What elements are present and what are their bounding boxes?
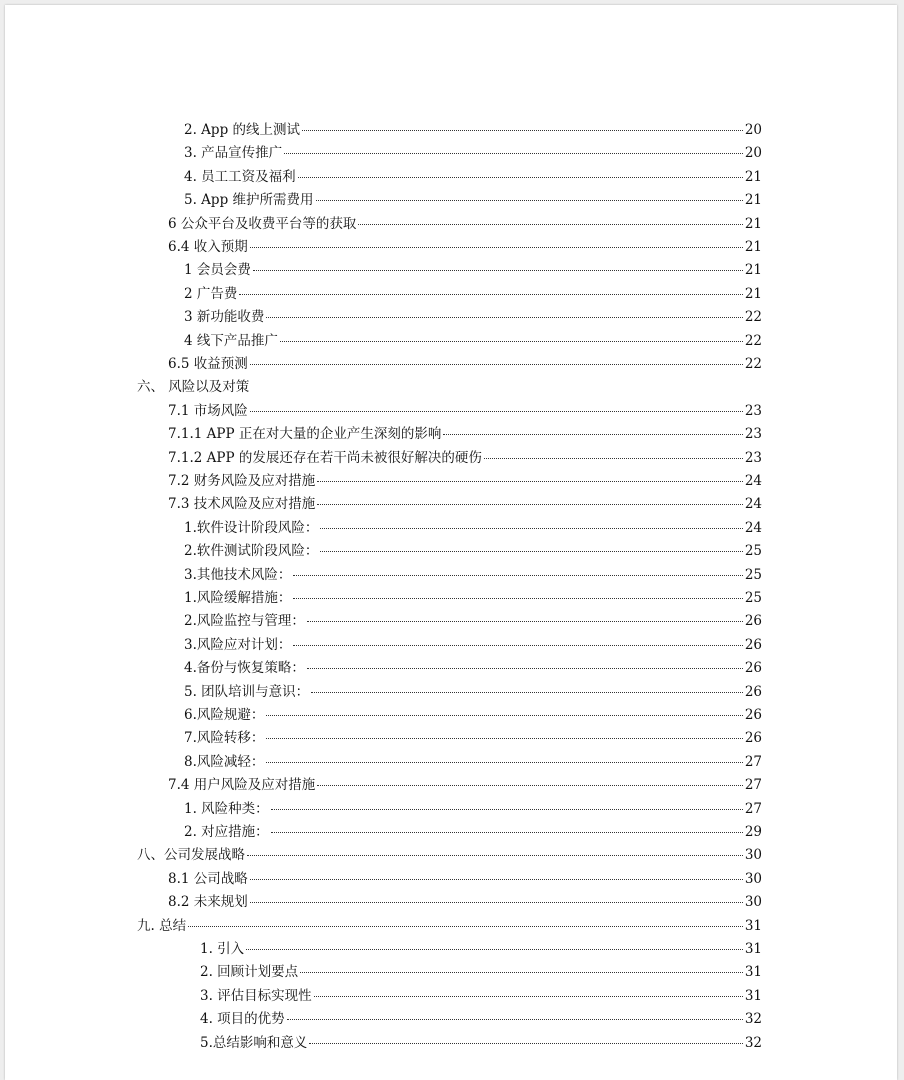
toc-entry-label: 8.2 未来规划 [168,894,248,911]
dot-leader [317,504,743,505]
toc-entry [168,493,762,516]
toc-entry-page: 21 [744,168,762,185]
toc-entry-page: 32 [744,1034,762,1051]
toc-entry-label: 5. App 维护所需费用 [184,192,314,209]
toc-entry-page: 27 [744,777,762,794]
toc-entry-label: 1.风险缓解措施： [184,590,292,606]
dot-leader [266,738,742,739]
toc-entry [168,891,762,914]
toc-entry-label: 6 公众平台及收费平台等的获取 [168,215,357,232]
toc-entry-label: 7.3 技术风险及应对措施 [168,496,316,513]
toc-entry [184,821,762,844]
toc-entry-page: 22 [744,309,762,326]
toc-entry [184,283,762,306]
toc-entry [184,657,762,680]
dot-leader [316,200,743,201]
toc-entry-page: 30 [744,894,762,911]
toc-entry [184,166,762,189]
document-page [5,5,897,1080]
toc-entry-page: 30 [744,870,762,887]
toc-entry-label: 2. 对应措施： [184,824,269,840]
toc-entry-page: 21 [744,262,762,279]
toc-entry-page: 21 [744,215,762,232]
toc-entry-label: 5.总结影响和意义 [200,1034,308,1051]
toc-entry [184,540,762,563]
toc-entry-page: 26 [744,683,762,700]
toc-entry-page: 23 [744,426,762,443]
toc-entry-label: 1 会员会费 [184,262,251,279]
toc-entry [168,236,762,259]
toc-entry-page: 31 [744,987,762,1004]
dot-leader [302,130,743,131]
toc-entry [168,400,762,423]
toc-entry [184,189,762,212]
toc-entry-page: 22 [744,356,762,372]
dot-leader [307,668,743,669]
toc-entry [200,938,762,961]
toc-entry-label: 6.风险规避： [184,707,265,723]
dot-leader [307,621,743,622]
toc-entry-label: 1. 风险种类： [184,800,269,817]
toc-entry-page: 21 [744,285,762,302]
dot-leader [266,317,742,318]
toc-entry-label: 8.风险减轻： [184,753,265,770]
toc-entry-label: 3. 评估目标实现性 [200,987,312,1004]
toc-entry-page: 23 [744,402,762,419]
toc-entry-label: 3.风险应对计划： [184,636,292,653]
toc-entry [184,306,762,329]
dot-leader [309,1043,742,1044]
toc-entry [168,423,762,446]
toc-entry [184,517,762,540]
dot-leader [293,598,742,599]
dot-leader [287,1019,743,1020]
toc-entry-label: 2 广告费 [184,285,238,302]
dot-leader [317,481,743,482]
toc-entry-label: 8.1 公司战略 [168,870,248,887]
dot-leader [246,949,743,950]
toc-entry-page: 26 [744,613,762,630]
toc-entry-label: 6.4 收入预期 [168,239,248,255]
toc-entry-page: 31 [744,941,762,957]
toc-entry-label: 3. 产品宣传推广 [184,145,283,162]
toc-entry [168,353,762,376]
toc-entry-page: 25 [744,543,762,560]
toc-entry [184,564,762,587]
toc-entry [184,259,762,282]
toc-entry-label: 1.软件设计阶段风险： [184,519,319,536]
toc-entry-label: 1. 引入 [200,941,245,957]
dot-leader [300,972,743,973]
toc-entry-label: 7.1 市场风险 [168,402,248,419]
dot-leader [484,458,743,459]
dot-leader [250,364,743,365]
toc-entry [184,330,762,353]
toc-entry-page: 21 [744,192,762,209]
toc-entry-page: 26 [744,730,762,747]
toc-entry-page: 27 [744,800,762,817]
toc-entry [184,119,762,142]
dot-leader [443,434,742,435]
toc-entry-label: 7.2 财务风险及应对措施 [168,473,316,489]
toc-entry-label: 2. App 的线上测试 [184,122,300,138]
dot-leader [320,528,742,529]
dot-leader [250,879,743,880]
toc-entry-label: 4. 项目的优势 [200,1011,285,1028]
toc-entry [184,727,762,750]
dot-leader [311,692,743,693]
toc-entry-page: 22 [744,332,762,349]
dot-leader [271,832,743,833]
toc-entry-page: 20 [744,145,762,162]
dot-leader [293,575,742,576]
toc-entry-label: 2.风险监控与管理： [184,613,305,630]
toc-entry [137,376,762,399]
toc-entry-page: 20 [744,122,762,138]
dot-leader [317,785,743,786]
toc-entry [184,142,762,165]
toc-entry-page: 29 [744,824,762,840]
toc-entry-page: 21 [744,239,762,255]
dot-leader [188,926,743,927]
toc-entry-page: 23 [744,449,762,466]
toc-entry-page: 25 [744,566,762,583]
dot-leader [298,177,743,178]
toc-entry-label: 3 新功能收费 [184,309,265,326]
toc-entry-label: 六、 风险以及对策 [137,379,250,396]
dot-leader [284,153,743,154]
toc-entry [200,1032,762,1055]
toc-entry-page: 32 [744,1011,762,1028]
dot-leader [358,224,742,225]
toc-entry [184,751,762,774]
toc-entry-label: 4 线下产品推广 [184,332,278,349]
toc-entry-page: 25 [744,590,762,606]
dot-leader [250,247,743,248]
toc-entry-page: 31 [744,917,762,934]
toc-entry [168,213,762,236]
dot-leader [266,715,742,716]
toc-entry-page: 26 [744,660,762,677]
toc-entry [137,844,762,867]
toc-entry-page: 26 [744,636,762,653]
dot-leader [271,809,743,810]
dot-leader [266,762,742,763]
dot-leader [253,270,743,271]
dot-leader [280,341,743,342]
toc-entry [168,447,762,470]
toc-entry-label: 7.1.2 APP 的发展还存在若干尚未被很好解决的硬伤 [168,449,482,466]
toc-entry [137,915,762,938]
toc-entry [200,1008,762,1031]
toc-entry [200,985,762,1008]
toc-entry [168,774,762,797]
toc-entry-label: 2.软件测试阶段风险： [184,543,319,560]
toc-entry-page: 26 [744,707,762,723]
dot-leader [293,645,742,646]
toc-entry-page: 27 [744,753,762,770]
dot-leader [239,294,742,295]
toc-entry [168,470,762,493]
toc-entry-label: 2. 回顾计划要点 [200,964,299,981]
dot-leader [320,551,742,552]
toc-entry-page: 31 [744,964,762,981]
toc-entry-label: 4.备份与恢复策略： [184,660,305,677]
toc-entry-page: 30 [744,847,762,864]
toc-entry-label: 7.4 用户风险及应对措施 [168,777,316,794]
toc-entry-label: 7.风险转移： [184,730,265,747]
toc-entry [184,634,762,657]
toc-entry [184,798,762,821]
toc-entry [184,681,762,704]
toc-entry-label: 7.1.1 APP 正在对大量的企业产生深刻的影响 [168,426,442,443]
dot-leader [247,855,743,856]
toc-entry-label: 6.5 收益预测 [168,356,248,372]
toc-entry [184,704,762,727]
toc-entry-page: 24 [744,496,762,513]
toc-entry-label: 3.其他技术风险： [184,566,292,583]
toc-entry-page: 24 [744,473,762,489]
dot-leader [250,902,743,903]
toc-entry-label: 九. 总结 [137,917,187,934]
toc-entry [184,587,762,610]
toc-entry [184,610,762,633]
toc-entry-label: 4. 员工工资及福利 [184,168,296,185]
toc-entry [168,868,762,891]
toc-entry-label: 5. 团队培训与意识： [184,683,310,700]
toc-entry-label: 八、公司发展战略 [137,847,245,864]
dot-leader [314,996,743,997]
dot-leader [250,411,743,412]
toc-entry-page: 24 [744,519,762,536]
toc-entry [200,961,762,984]
